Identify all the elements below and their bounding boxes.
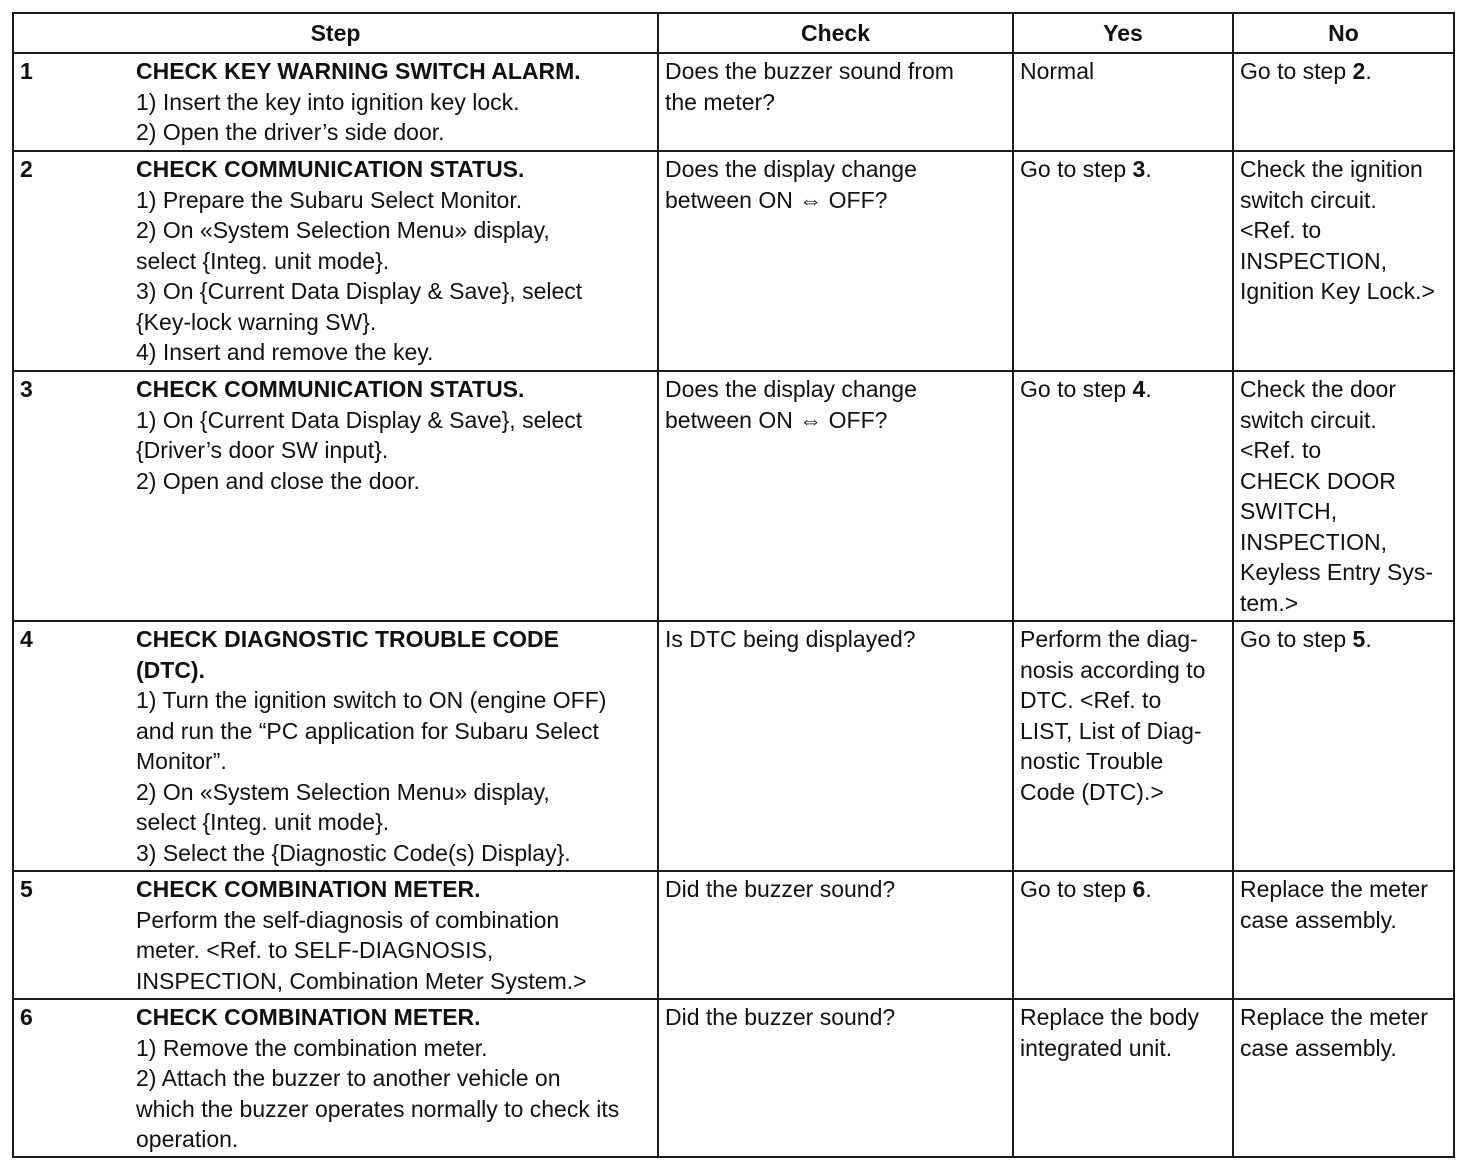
step-instruction: select {Integ. unit mode}. (136, 809, 390, 835)
no-text-suffix: . (1365, 626, 1372, 652)
step-cell (13, 999, 658, 1157)
step-instruction: 2) Open and close the door. (136, 467, 420, 494)
table-row (13, 53, 1454, 151)
yes-cell (1013, 53, 1233, 151)
check-text: between ON ⇔ OFF? (665, 406, 888, 433)
check-cell (658, 621, 1013, 871)
step-instruction: {Driver’s door SW input}. (136, 437, 389, 463)
yes-text: Replace the body (1020, 1004, 1200, 1030)
step-cell (13, 621, 658, 871)
step-instruction: 2) On «System Selection Menu» display, (136, 217, 550, 243)
no-text: Go to step (1240, 58, 1353, 84)
step-title: (DTC). (136, 656, 205, 683)
check-text: between ON ⇔ OFF? (665, 186, 888, 213)
table-row (13, 871, 1454, 999)
step-instruction: operation. (136, 1126, 239, 1152)
step-instruction: 2) Attach the buzzer to another vehicle on (136, 1065, 561, 1091)
yes-text: Go to step (1020, 156, 1133, 182)
step-instruction: 2) Open the driver’s side door. (136, 119, 445, 145)
step-cell (13, 53, 658, 151)
yes-text-suffix: . (1145, 876, 1152, 902)
step-number: 4 (20, 626, 33, 652)
header-row (13, 13, 1454, 53)
no-cell (1233, 53, 1454, 151)
no-cell (1233, 371, 1454, 621)
check-text: the meter? (665, 88, 775, 115)
table-row (13, 151, 1454, 371)
header-check: Check (658, 13, 1013, 53)
step-instruction: and run the “PC application for Subaru Select (136, 717, 599, 744)
header-step: Step (13, 13, 658, 53)
yes-text: Go to step (1020, 876, 1133, 902)
step-instruction: 3) Select the {Diagnostic Code(s) Display}. (136, 839, 571, 866)
step-instruction: INSPECTION, Combination Meter System.> (136, 967, 587, 994)
step-instruction: 1) On {Current Data Display & Save}, select (136, 406, 583, 433)
header-yes: Yes (1013, 13, 1233, 53)
step-instruction: select {Integ. unit mode}. (136, 247, 390, 274)
table-row (13, 999, 1454, 1157)
no-text: case assembly. (1240, 906, 1397, 933)
step-number: 1 (20, 58, 33, 84)
no-text: Keyless Entry Sys- (1240, 559, 1433, 585)
step-ref: 3 (1132, 156, 1146, 182)
no-text: INSPECTION, (1240, 528, 1387, 555)
check-cell (658, 53, 1013, 151)
no-text: <Ref. to (1240, 217, 1322, 243)
table-row (13, 621, 1454, 871)
no-cell (1233, 871, 1454, 999)
check-text: Does the buzzer sound from (665, 58, 954, 84)
check-text: Does the display change (665, 156, 917, 182)
step-title: CHECK DIAGNOSTIC TROUBLE CODE (136, 626, 559, 652)
step-cell (13, 151, 658, 371)
step-instruction: 4) Insert and remove the key. (136, 339, 434, 365)
table-row (13, 371, 1454, 621)
no-text: switch circuit. (1240, 406, 1377, 433)
step-instruction: 1) Remove the combination meter. (136, 1034, 488, 1061)
step-instruction: {Key-lock warning SW}. (136, 308, 377, 335)
check-text: Does the display change (665, 376, 917, 402)
step-ref: 6 (1132, 876, 1146, 902)
step-number: 3 (20, 376, 33, 402)
step-instruction: meter. <Ref. to SELF-DIAGNOSIS, (136, 937, 494, 963)
step-title: CHECK KEY WARNING SWITCH ALARM. (136, 58, 581, 84)
yes-text: DTC. <Ref. to (1020, 687, 1162, 713)
step-number: 2 (20, 156, 33, 182)
no-text: Check the ignition (1240, 156, 1423, 182)
no-text: Go to step (1240, 626, 1353, 652)
check-text: Is DTC being displayed? (665, 626, 916, 652)
check-cell (658, 151, 1013, 371)
no-text-suffix: . (1365, 58, 1372, 84)
yes-cell (1013, 621, 1233, 871)
step-cell (13, 371, 658, 621)
yes-text: integrated unit. (1020, 1034, 1173, 1061)
step-ref: 2 (1352, 58, 1366, 84)
check-cell (658, 871, 1013, 999)
yes-text: Go to step (1020, 376, 1133, 402)
no-text: INSPECTION, (1240, 247, 1387, 274)
yes-text: nostic Trouble (1020, 748, 1164, 774)
no-text: CHECK DOOR (1240, 467, 1396, 494)
no-text: Replace the meter (1240, 876, 1428, 902)
step-instruction: Perform the self-diagnosis of combination (136, 906, 560, 933)
no-cell (1233, 621, 1454, 871)
yes-cell (1013, 871, 1233, 999)
step-instruction: 1) Prepare the Subaru Select Monitor. (136, 186, 523, 213)
check-text: Did the buzzer sound? (665, 1004, 896, 1030)
yes-text: Normal (1020, 58, 1095, 84)
yes-cell (1013, 999, 1233, 1157)
step-title: CHECK COMMUNICATION STATUS. (136, 156, 525, 182)
step-instruction: 3) On {Current Data Display & Save}, select (136, 278, 583, 304)
no-text: SWITCH, (1240, 498, 1338, 524)
yes-text: LIST, List of Diag- (1020, 717, 1202, 744)
yes-cell (1013, 371, 1233, 621)
header-no: No (1233, 13, 1454, 53)
check-cell (658, 999, 1013, 1157)
yes-text: nosis according to (1020, 656, 1206, 683)
check-text: Did the buzzer sound? (665, 876, 896, 902)
step-cell (13, 871, 658, 999)
yes-cell (1013, 151, 1233, 371)
step-ref: 4 (1132, 376, 1146, 402)
check-cell (658, 371, 1013, 621)
step-instruction: 2) On «System Selection Menu» display, (136, 778, 550, 805)
yes-text: Code (DTC).> (1020, 778, 1164, 805)
no-text: tem.> (1240, 589, 1299, 616)
no-text: case assembly. (1240, 1034, 1397, 1061)
no-cell (1233, 151, 1454, 371)
no-text: switch circuit. (1240, 186, 1377, 213)
no-text: Check the door (1240, 376, 1396, 402)
yes-text-suffix: . (1145, 376, 1152, 402)
yes-text: Perform the diag- (1020, 626, 1198, 652)
step-title: CHECK COMMUNICATION STATUS. (136, 376, 525, 402)
no-text: Replace the meter (1240, 1004, 1428, 1030)
no-cell (1233, 999, 1454, 1157)
yes-text-suffix: . (1145, 156, 1152, 182)
no-text: Ignition Key Lock.> (1240, 278, 1435, 304)
step-title: CHECK COMBINATION METER. (136, 876, 481, 902)
step-instruction: which the buzzer operates normally to check its (136, 1095, 620, 1122)
no-text: <Ref. to (1240, 437, 1322, 463)
step-instruction: 1) Turn the ignition switch to ON (engine OFF) (136, 687, 607, 713)
step-instruction: 1) Insert the key into ignition key lock. (136, 88, 520, 115)
diagnostic-procedure-table (12, 12, 1455, 1158)
step-number: 5 (20, 876, 33, 902)
step-number: 6 (20, 1004, 33, 1030)
step-instruction: Monitor”. (136, 748, 227, 774)
step-title: CHECK COMBINATION METER. (136, 1004, 481, 1030)
step-ref: 5 (1352, 626, 1366, 652)
